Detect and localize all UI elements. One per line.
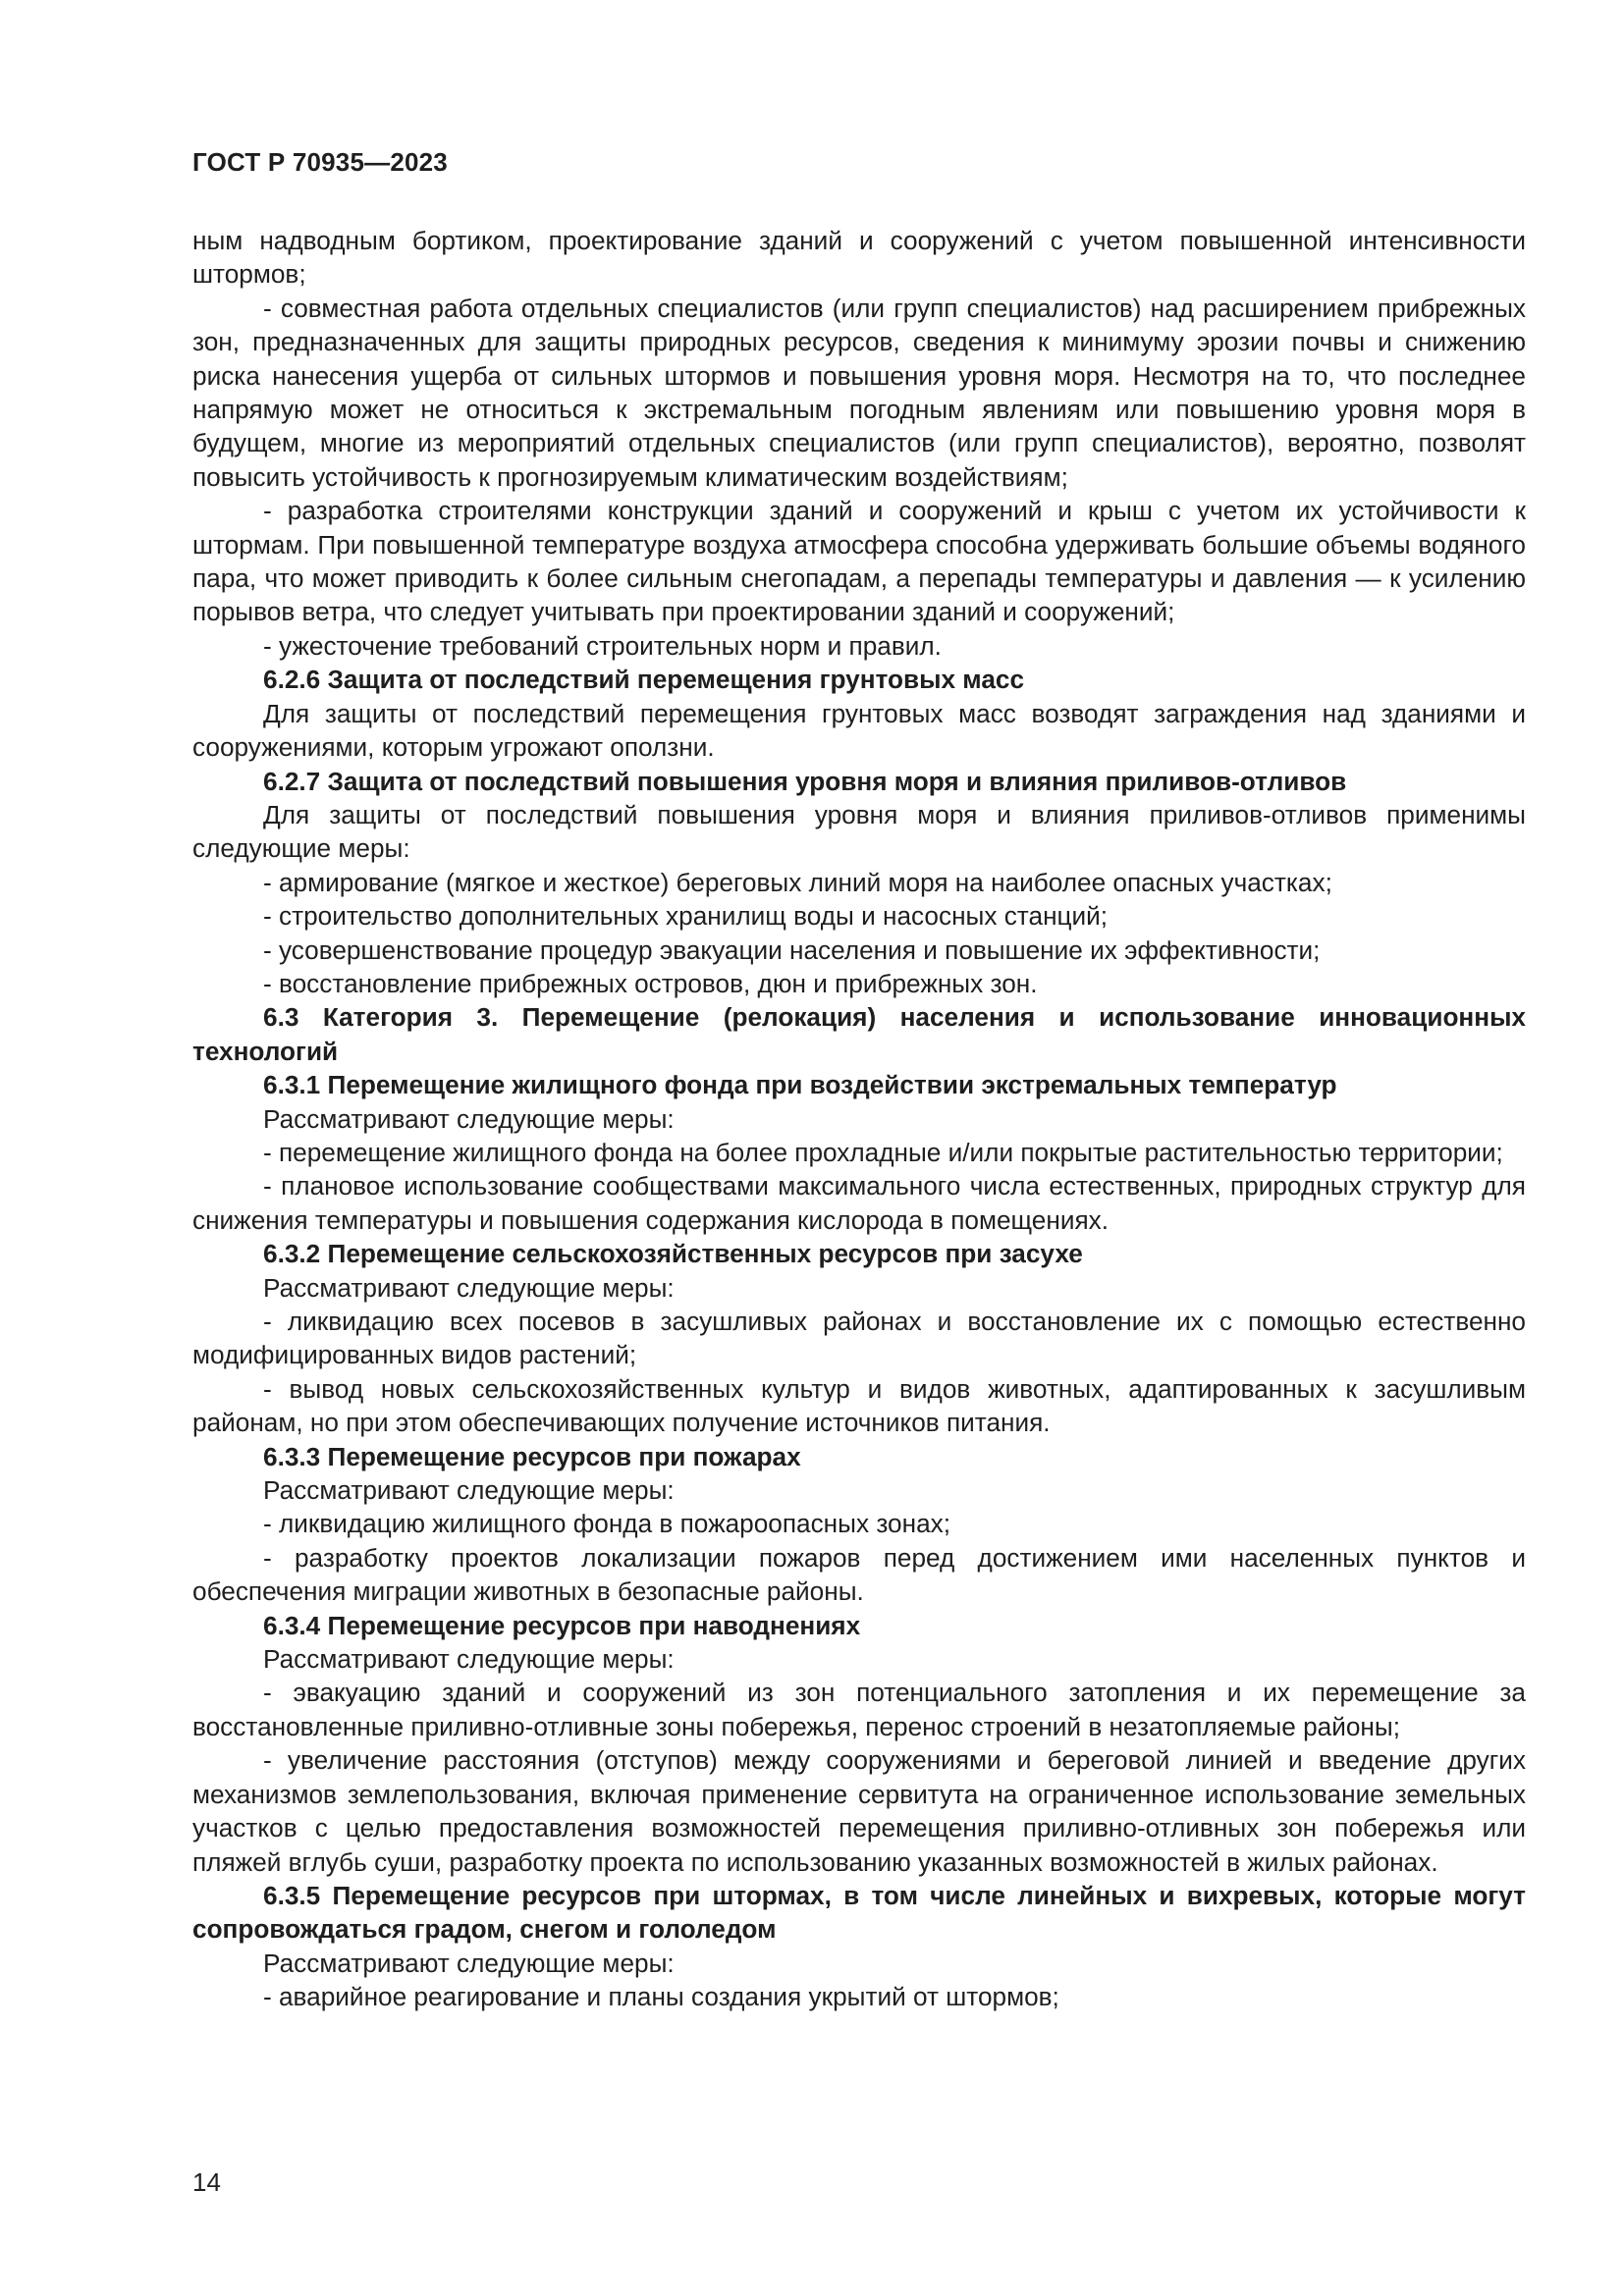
section-heading: 6.2.6 Защита от последствий перемещения грунтовых масс	[263, 665, 1025, 695]
list-item: - ликвидацию всех посевов в засушливых районах и восстановление их с помощью естественно модифицированных видов растений;	[192, 1307, 1526, 1370]
list-item: - вывод новых сельскохозяйственных культур и видов животных, адаптированных к засушливым районам, но при этом обеспечивающих получение источников питания.	[192, 1373, 1526, 1438]
section-heading: 6.3.2 Перемещение сельскохозяйственных ресурсов при засухе	[263, 1239, 1083, 1269]
section-heading: 6.2.7 Защита от последствий повышения уровня моря и влияния приливов-отливов	[263, 766, 1347, 796]
list-item: - разработка строителями конструкции зданий и сооружений и крыш с учетом их устойчивости к штормам. При повышенной температуре воздуха атмосфера способна удерживать большие объемы водяного пара, что может приводить к более сильным снегопадам, а перепады температуры и давления — к усилению порывов ветра, что следует учитывать при проектировании зданий и сооружений;	[192, 496, 1526, 627]
list-item: - плановое использование сообществами максимального числа естественных, природных структур для снижения температуры и повышения содержания кислорода в помещениях.	[192, 1171, 1526, 1235]
section-heading: 6.3.5 Перемещение ресурсов при штормах, в том числе линейных и вихревых, которые могут сопровождаться градом, снегом и гололедом	[192, 1880, 1526, 1945]
list-item: - восстановление прибрежных островов, дюн и прибрежных зон.	[263, 968, 1038, 998]
list-item: - перемещение жилищного фонда на более прохладные и/или покрытые растительностью территории;	[263, 1137, 1503, 1167]
list-item: - усовершенствование процедур эвакуации населения и повышение их эффективности;	[263, 934, 1321, 965]
paragraph: Рассматривают следующие меры:	[263, 1103, 675, 1134]
section-heading: 6.3.4 Перемещение ресурсов при наводнениях	[263, 1610, 861, 1640]
list-item: - разработку проектов локализации пожаров перед достижением ими населенных пунктов и обеспечения миграции животных в безопасные районы.	[192, 1542, 1526, 1607]
list-item: - совместная работа отдельных специалистов (или групп специалистов) над расширением прибрежных зон, предназначенных для защиты природных ресурсов, сведения к минимуму эрозии почвы и снижению риска нанесения ущерба от сильных штормов и повышения уровня моря. Несмотря на то, что последнее напрямую может не относиться к экстремальным погодным явлениям или повышению уровня моря в будущем, многие из мероприятий отдельных специалистов (или групп специалистов), вероятно, позволят повысить устойчивость к прогнозируемым климатическим воздействиям;	[192, 293, 1526, 492]
paragraph: Рассматривают следующие меры:	[263, 1644, 675, 1675]
list-item: - аварийное реагирование и планы создания укрытий от штормов;	[263, 1982, 1059, 2012]
list-item: - эвакуацию зданий и сооружений из зон потенциального затопления и их перемещение за восстановленные приливно-отливные зоны побережья, перенос строений в незатопляемые районы;	[192, 1678, 1526, 1741]
page-number: 14	[192, 2167, 221, 2197]
list-item: - увеличение расстояния (отступов) между сооружениями и береговой линией и введение других механизмов землепользования, включая применение сервитута на ограниченное использование земельных участков с целью предоставления возможностей перемещения приливно-отливных зон побережья или пляжей вглубь суши, разработку проекта по использованию указанных возможностей в жилых районах.	[192, 1745, 1526, 1877]
document-header-standard-code: ГОСТ Р 70935—2023	[192, 147, 448, 177]
section-heading: 6.3.3 Перемещение ресурсов при пожарах	[263, 1441, 801, 1471]
list-item: - ужесточение требований строительных норм и правил.	[263, 630, 942, 661]
section-heading: 6.3.1 Перемещение жилищного фонда при воздействии экстремальных температур	[263, 1070, 1337, 1100]
document-body	[192, 224, 1526, 2014]
list-item: - армирование (мягкое и жесткое) береговых линий моря на наиболее опасных участках;	[263, 867, 1332, 897]
section-heading: 6.3 Категория 3. Перемещение (релокация) населения и использование инновационных технологий	[192, 1002, 1526, 1066]
paragraph: Для защиты от последствий повышения уровня моря и влияния приливов-отливов применимы следующие меры:	[192, 799, 1526, 864]
paragraph: ным надводным бортиком, проектирование зданий и сооружений с учетом повышенной интенсивности штормов;	[192, 226, 1526, 290]
list-item: - строительство дополнительных хранилищ воды и насосных станций;	[263, 901, 1109, 932]
paragraph: Для защиты от последствий перемещения грунтовых масс возводят заграждения над зданиями и сооружениями, которым угрожают оползни.	[192, 698, 1526, 763]
list-item: - ликвидацию жилищного фонда в пожароопасных зонах;	[263, 1509, 951, 1539]
paragraph: Рассматривают следующие меры:	[263, 1475, 675, 1506]
paragraph: Рассматривают следующие меры:	[263, 1948, 675, 1978]
paragraph: Рассматривают следующие меры:	[263, 1272, 675, 1303]
